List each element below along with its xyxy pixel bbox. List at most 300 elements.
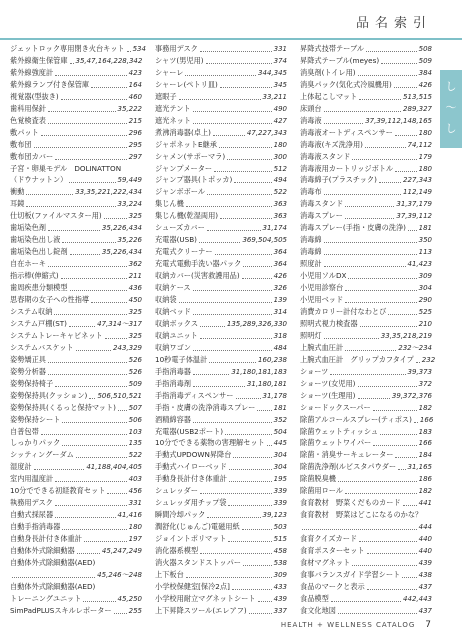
- index-term: シュレッダ用チップ袋: [155, 498, 227, 508]
- index-term: 消毒スプレー: [300, 211, 343, 221]
- index-term: 自動体外式除細動器(AED): [10, 581, 96, 591]
- index-term: ジャンプメーター: [155, 163, 213, 173]
- index-term: 手指消毒剤: [155, 378, 191, 388]
- index-entry: [155, 438, 287, 448]
- index-term: ジャポネットE継承: [155, 139, 217, 149]
- index-entry: [10, 116, 142, 126]
- index-entry: [10, 44, 146, 54]
- index-page-numbers: 504: [273, 427, 287, 436]
- index-page-numbers: 33,224: [117, 200, 142, 209]
- index-page-numbers: 35,226,434: [101, 224, 142, 233]
- dot-leader: [48, 374, 127, 375]
- index-entry: [155, 427, 287, 437]
- index-page-numbers: 210: [418, 319, 432, 328]
- dot-leader: [381, 63, 417, 64]
- index-page-numbers: 59,449: [117, 176, 142, 185]
- index-page-numbers: 538: [273, 558, 287, 567]
- index-entry: [300, 295, 432, 305]
- dot-leader: [207, 517, 260, 518]
- index-entry: [155, 546, 287, 556]
- index-entry: [300, 223, 432, 233]
- index-entry: [300, 546, 432, 556]
- index-entry: [155, 116, 287, 126]
- dot-leader: [200, 493, 272, 494]
- index-term: 除菌脱臭機: [300, 474, 336, 484]
- index-entry: [155, 498, 287, 508]
- index-page-numbers: 441: [418, 499, 432, 508]
- index-entry: [10, 367, 142, 377]
- index-term: 充電器(USB2ポート): [155, 426, 224, 436]
- index-term: 小児用ソルDX: [300, 271, 347, 281]
- index-term: 消毒綿: [300, 235, 322, 245]
- index-entry: [10, 223, 142, 233]
- index-term: 自動体外式除細動器: [10, 546, 75, 556]
- index-term: 姿勢保持具(くるっと保持マット): [10, 402, 116, 412]
- dot-leader: [55, 481, 126, 482]
- index-page-numbers: 433: [273, 582, 287, 591]
- index-entry: [10, 474, 142, 484]
- index-columns: [10, 44, 436, 616]
- index-column-2: [155, 44, 287, 616]
- index-term: 10分でできる薬物の害理解セット: [155, 438, 265, 448]
- dot-leader: [324, 338, 379, 339]
- index-entry: [10, 247, 142, 257]
- index-entry: [300, 92, 432, 102]
- index-page-numbers: 166: [418, 439, 432, 448]
- index-page-numbers: 508: [418, 45, 432, 53]
- index-term: 食品のマークと表示: [300, 581, 365, 591]
- index-page-numbers: 179: [418, 152, 432, 161]
- index-entry: [155, 570, 287, 580]
- index-page-numbers: 41,423: [407, 260, 432, 269]
- dot-leader: [228, 505, 271, 506]
- dot-leader: [55, 386, 126, 387]
- index-page-numbers: 186: [418, 475, 432, 484]
- index-entry: [10, 546, 142, 556]
- index-term: 上下昇降スツール(エレアフ): [155, 605, 247, 615]
- dot-leader: [214, 171, 272, 172]
- index-term: 歯周疾患分類模型: [10, 283, 68, 293]
- index-page-numbers: 506,510,521: [97, 391, 142, 400]
- dot-leader: [394, 87, 417, 88]
- index-entry: [10, 128, 142, 138]
- dot-leader: [55, 159, 126, 160]
- index-term: 除菌洗浄剤(ルビスタパウダー: [300, 462, 397, 472]
- index-term: 手指消毒ディスペンサー: [155, 390, 234, 400]
- index-term: 手動式UPDOWN昇降台: [155, 450, 232, 460]
- index-entry: [155, 92, 287, 102]
- index-term: 収納カバー(災害救護用品): [155, 271, 240, 281]
- index-entry: [10, 438, 142, 448]
- index-page-numbers: 456: [128, 487, 142, 496]
- dot-leader: [193, 350, 272, 351]
- index-term: ショーツ(女児用): [300, 378, 356, 388]
- index-page-numbers: 352: [273, 415, 287, 424]
- index-term: シュレッダー: [155, 486, 198, 496]
- dot-leader: [379, 182, 401, 183]
- index-page-numbers: 300: [273, 152, 287, 161]
- index-page-numbers: 526: [128, 367, 142, 376]
- index-entry: [155, 331, 287, 341]
- index-page-numbers: 309: [273, 570, 287, 579]
- index-page-numbers: 211: [128, 272, 142, 281]
- index-entry: [155, 522, 287, 532]
- dot-leader: [105, 338, 127, 339]
- index-page-numbers: 33,35,218,219: [380, 331, 432, 340]
- index-page-numbers: 522: [128, 451, 142, 460]
- index-term: 潤舒化(じゅんご)電磁用紙: [155, 522, 240, 532]
- index-page-numbers: 195: [273, 475, 287, 484]
- index-term: 上下板台: [155, 569, 184, 579]
- index-page-numbers: 41,416: [117, 511, 142, 520]
- dot-leader: [359, 99, 401, 100]
- index-page-numbers: 39,373: [407, 367, 432, 376]
- index-term: 室内用温度計: [10, 474, 54, 484]
- index-entry: [155, 415, 287, 425]
- dot-leader: [416, 362, 420, 363]
- index-page-numbers: 339: [273, 499, 287, 508]
- index-term: 食事バランスガイド学習シート: [300, 569, 401, 579]
- index-term: 煮沸消毒器(卓上): [155, 127, 211, 137]
- index-entry: [155, 450, 287, 460]
- dot-leader: [366, 51, 417, 52]
- index-term: 照明灯: [300, 330, 322, 340]
- dot-leader: [54, 314, 126, 315]
- index-page-numbers: 426: [273, 272, 287, 281]
- index-entry: [155, 403, 287, 413]
- dot-leader: [358, 75, 417, 76]
- index-term: 敷パット: [10, 127, 39, 137]
- index-term: 集じん機(乾湿両用): [155, 211, 219, 221]
- dot-leader: [26, 206, 115, 207]
- index-term: 上腕式血圧計: [300, 342, 344, 352]
- index-term: 歯科用保針: [10, 103, 46, 113]
- index-entry: [155, 128, 287, 138]
- index-page-numbers: 350: [418, 236, 432, 245]
- index-page-numbers: 35,226: [117, 236, 142, 245]
- index-entry: [10, 56, 142, 66]
- index-page-numbers: 184: [418, 451, 432, 460]
- dot-leader: [331, 601, 401, 602]
- index-entry: [155, 534, 287, 544]
- index-page-numbers: 440: [418, 547, 432, 556]
- dot-leader: [373, 445, 416, 446]
- index-term: 充電式電動手洗い器パック: [155, 259, 242, 269]
- index-page-numbers: 345: [273, 80, 287, 89]
- index-page-numbers: 180: [128, 523, 142, 532]
- index-term: 自動式採尿器: [10, 510, 54, 520]
- index-page-numbers: 290: [418, 296, 432, 305]
- index-page-numbers: 31,180,181: [246, 379, 287, 388]
- dot-leader: [55, 505, 127, 506]
- index-entry: [155, 68, 287, 78]
- side-tab-label: [444, 76, 458, 139]
- index-entry: [300, 379, 432, 389]
- dot-leader: [193, 374, 229, 375]
- index-term: 自動手指消毒器: [10, 522, 61, 532]
- index-page-numbers: 35,47,164,228,342: [75, 56, 143, 65]
- index-entry: [300, 450, 432, 460]
- dot-leader: [48, 111, 116, 112]
- index-entry: [155, 80, 287, 90]
- index-page-numbers: 484: [273, 343, 287, 352]
- index-term: 小学校用耐立マグネットシート: [155, 593, 256, 603]
- dot-leader: [48, 230, 100, 231]
- header-rule: [0, 38, 462, 40]
- index-page-numbers: 522: [273, 188, 287, 197]
- dot-leader: [104, 218, 127, 219]
- index-entry: [155, 199, 287, 209]
- index-entry: [10, 235, 142, 245]
- dot-leader: [62, 445, 126, 446]
- index-term: 敷布団カバー: [10, 151, 54, 161]
- index-entry: [10, 175, 142, 185]
- dot-leader: [62, 529, 126, 530]
- index-entry: [10, 606, 142, 616]
- dot-leader: [209, 362, 256, 363]
- index-entry: [300, 175, 432, 185]
- dot-leader: [118, 410, 127, 411]
- index-term: 集じん機: [155, 199, 184, 209]
- index-entry: [300, 116, 432, 126]
- index-term: 指示棒(伸縮式): [10, 271, 59, 281]
- index-term: 除菌用ロール: [300, 486, 343, 496]
- dot-leader: [70, 254, 100, 255]
- index-term: 収納ベッド: [155, 306, 191, 316]
- dot-leader: [398, 469, 405, 470]
- index-entry: [300, 307, 432, 317]
- index-term: 色覚検査表: [10, 115, 46, 125]
- dot-leader: [41, 135, 127, 136]
- index-term: 食材マグネット: [300, 557, 351, 567]
- dot-leader: [48, 362, 127, 363]
- index-term: 消毒液オートディスペンサー: [300, 127, 393, 137]
- index-page-numbers: 513,515: [403, 92, 432, 101]
- dot-leader: [233, 457, 271, 458]
- index-term: 紫外線ランプ付き保管庫: [10, 79, 90, 89]
- index-entry: [155, 355, 287, 365]
- index-page-numbers: 33,211: [262, 92, 287, 101]
- index-term: 手動式ハイローベッド: [155, 462, 227, 472]
- index-entry: [10, 199, 142, 209]
- index-page-numbers: 304: [273, 463, 287, 472]
- dot-leader: [200, 326, 225, 327]
- dot-leader: [199, 242, 241, 243]
- index-term: 収納ワゴン: [155, 342, 191, 352]
- index-term: 紫外線強度計: [10, 67, 54, 77]
- index-entry: [155, 56, 287, 66]
- dot-leader: [12, 577, 95, 578]
- index-term: 消毒綿子(プラスチック): [300, 175, 377, 185]
- dot-leader: [200, 338, 272, 339]
- dot-leader: [26, 194, 73, 195]
- index-page-numbers: 37,39,112: [396, 212, 432, 221]
- dot-leader: [395, 171, 416, 172]
- index-page-numbers: 37,39,112,148,165: [365, 116, 432, 125]
- index-term: 消毒液: [300, 115, 322, 125]
- index-page-numbers: 438: [418, 570, 432, 579]
- dot-leader: [414, 422, 418, 423]
- dot-leader: [48, 123, 127, 124]
- index-entry: [10, 68, 142, 78]
- dot-leader: [185, 75, 256, 76]
- index-term: 仕切板(ファイルマスター用): [10, 211, 102, 221]
- index-page-numbers: 31,178: [262, 391, 287, 400]
- index-term: SimPadPLUSスキルレポーター: [10, 605, 112, 615]
- index-entry: [155, 367, 287, 377]
- index-term: 歯垢染色出し錠剤: [10, 247, 68, 257]
- dot-leader: [186, 577, 272, 578]
- dot-leader: [324, 266, 406, 267]
- index-entry: [155, 211, 287, 221]
- index-entry: [155, 247, 287, 257]
- index-entry: [155, 259, 287, 269]
- dot-leader: [89, 398, 95, 399]
- index-page-numbers: 297: [128, 152, 142, 161]
- index-page-numbers: 439: [418, 558, 432, 567]
- index-entry: [155, 594, 287, 604]
- index-term: 姿勢保持椅子: [10, 378, 54, 388]
- dot-leader: [207, 230, 261, 231]
- index-page-numbers: 384: [418, 68, 432, 77]
- index-entry: [10, 534, 142, 544]
- side-tab-char: し: [445, 80, 457, 93]
- index-page-numbers: 525: [418, 307, 432, 316]
- index-page-numbers: 232: [421, 355, 436, 364]
- index-page-numbers: 180: [418, 164, 432, 173]
- index-page-numbers: 426: [418, 80, 432, 89]
- index-term: 自在ホーキ: [10, 259, 46, 269]
- index-entry: [155, 164, 287, 174]
- index-term: シャメン(サポーマラ): [155, 151, 226, 161]
- index-page-numbers: 296: [128, 128, 142, 137]
- dot-leader: [55, 517, 115, 518]
- dot-leader: [48, 266, 127, 267]
- dot-leader: [61, 99, 127, 100]
- index-page-numbers: 232〜234: [398, 343, 432, 352]
- index-page-numbers: 506: [128, 415, 142, 424]
- index-entry: [300, 415, 432, 425]
- dot-leader: [232, 589, 272, 590]
- index-page-numbers: 139: [273, 296, 287, 305]
- dot-leader: [408, 230, 417, 231]
- index-page-numbers: 362: [128, 260, 142, 269]
- dot-leader: [324, 111, 401, 112]
- index-term: 自普包帯: [10, 426, 39, 436]
- index-page-numbers: 460: [128, 92, 142, 101]
- dot-leader: [41, 434, 127, 435]
- index-entry: [155, 486, 287, 496]
- index-page-numbers: 436: [128, 284, 142, 293]
- dot-leader: [345, 493, 417, 494]
- index-entry: [155, 391, 287, 401]
- index-page-numbers: 35,222: [117, 104, 142, 113]
- index-page-numbers: 503: [273, 523, 287, 532]
- index-term: 消毒液スタンド: [300, 151, 351, 161]
- index-entry: [300, 199, 432, 209]
- index-page-numbers: 304: [418, 284, 432, 293]
- dot-leader: [249, 613, 272, 614]
- index-entry: [155, 140, 287, 150]
- dot-leader: [229, 469, 272, 470]
- index-page-numbers: 215: [128, 116, 142, 125]
- index-term: （ドウナットン）: [10, 175, 68, 185]
- index-term: 消毒スタンド: [300, 199, 344, 209]
- index-entry: [300, 582, 432, 592]
- index-term: 上体起こしマット: [300, 91, 358, 101]
- index-entry: [300, 164, 432, 174]
- index-page-numbers: 363: [273, 200, 287, 209]
- index-term: トレーニングユニット: [10, 593, 82, 603]
- dot-leader: [62, 422, 126, 423]
- dot-leader: [267, 445, 272, 446]
- index-page-numbers: 450: [128, 296, 142, 305]
- index-page-numbers: 369,504,505: [242, 236, 287, 245]
- index-page-numbers: 164: [128, 80, 142, 89]
- dot-leader: [193, 290, 272, 291]
- index-term: 子宮・卵巣モデル DOLINATTON: [10, 163, 122, 173]
- index-page-numbers: 227,343: [403, 176, 432, 185]
- index-page-numbers: 35,226,434: [101, 248, 142, 257]
- index-page-numbers: 180: [273, 140, 287, 149]
- index-term: ジャンボボール: [155, 187, 206, 197]
- index-term: 瞬間冷却パック: [155, 510, 206, 520]
- index-entry: [10, 343, 142, 353]
- dot-leader: [330, 374, 405, 375]
- index-term: 消毒綿: [300, 247, 322, 257]
- index-entry: [10, 415, 142, 425]
- index-term: シッティングーダム: [10, 450, 74, 460]
- index-entry: [10, 211, 142, 221]
- index-page-numbers: 318: [273, 331, 287, 340]
- index-entry: [300, 534, 432, 544]
- dot-leader: [324, 254, 417, 255]
- dot-leader: [359, 541, 417, 542]
- index-term: 衝動: [10, 187, 25, 197]
- index-entry: [10, 187, 142, 197]
- index-entry: [10, 486, 142, 496]
- index-page-numbers: 39,123: [262, 511, 287, 520]
- index-term: 収納ユニット: [155, 330, 198, 340]
- index-term: 遮光テント: [155, 103, 191, 113]
- index-term: 手指・皮膚の洗浄消毒スプレー: [155, 402, 256, 412]
- index-entry: [10, 355, 142, 365]
- index-entry: [300, 247, 432, 257]
- index-page-numbers: 243,329: [113, 343, 142, 352]
- index-entry: [155, 104, 287, 114]
- index-entry: [155, 558, 287, 568]
- dot-leader: [200, 553, 271, 554]
- dot-leader: [242, 278, 272, 279]
- dot-leader: [76, 457, 127, 458]
- index-entry: [10, 271, 142, 281]
- dot-leader: [62, 242, 115, 243]
- index-page-numbers: 507: [128, 403, 142, 412]
- index-entry: [10, 104, 142, 114]
- index-page-numbers: 458: [273, 547, 287, 556]
- index-entry: [155, 175, 287, 185]
- index-entry: [10, 570, 142, 580]
- index-term: 収納ケース: [155, 283, 191, 293]
- index-term: シャーレ: [155, 67, 184, 77]
- dot-leader: [61, 278, 127, 279]
- index-entry: [155, 44, 287, 54]
- index-page-numbers: 372: [418, 379, 432, 388]
- dot-leader: [348, 278, 416, 279]
- index-term: 姿勢分析器: [10, 366, 46, 376]
- index-page-numbers: 344,345: [258, 68, 287, 77]
- index-term: 10秒電子体温計: [155, 354, 208, 364]
